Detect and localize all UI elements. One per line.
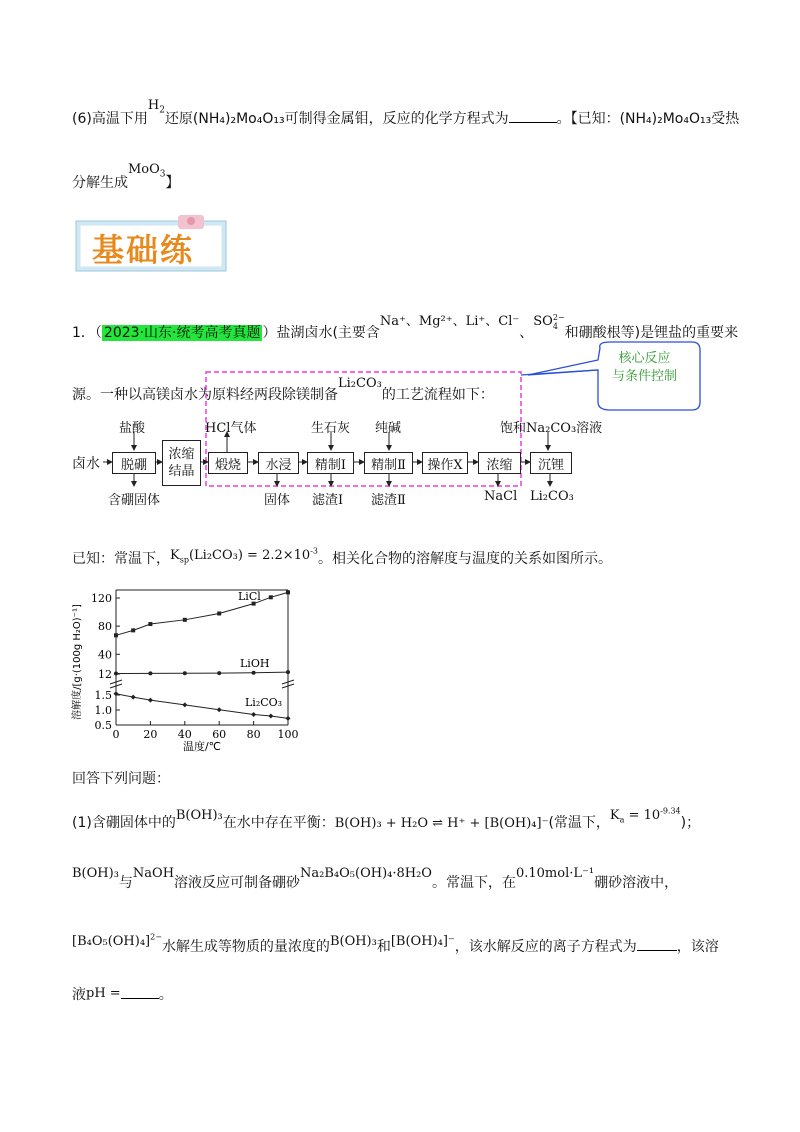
x-tick-label: 60 — [212, 728, 227, 741]
x-tick-label: 80 — [246, 728, 261, 741]
x-tick-label: 20 — [143, 728, 158, 741]
series-line — [116, 672, 288, 673]
output-nacl: NaCl — [484, 489, 518, 504]
y-tick-label: 0.5 — [94, 719, 112, 732]
ionic-equation-blank[interactable] — [637, 950, 677, 951]
input-soda: 纯碱 — [375, 421, 402, 436]
x-tick-label: 100 — [277, 728, 299, 741]
data-point — [269, 595, 273, 599]
borax-formula: Na₂B₄O₅(OH)₄·8H₂O — [300, 866, 432, 881]
data-point — [131, 695, 136, 700]
step-water-leach: 水浸 — [258, 452, 299, 474]
step-evaporate: 浓缩 — [478, 452, 521, 474]
output-li2co3: Li₂CO₃ — [530, 489, 574, 504]
output-residue-1: 滤渣Ⅰ — [312, 493, 344, 508]
x-tick-label: 40 — [177, 728, 192, 741]
data-point — [286, 590, 290, 594]
flow-input: 卤水 — [72, 456, 100, 472]
y-tick-label: 1.0 — [94, 704, 112, 717]
data-point — [114, 691, 119, 696]
y-tick-label: 12 — [98, 668, 112, 681]
banner-title: 基础练 — [92, 231, 195, 269]
step-precipitate: 沉锂 — [530, 452, 572, 474]
boric-acid: B(OH)₃ — [175, 808, 223, 823]
ph-answer-blank[interactable] — [121, 998, 159, 999]
q1-line2: 源。一种以高镁卤水为原料经两段除镁制备Li₂CO₃的工艺流程如下： — [72, 376, 494, 403]
part1-line3: $[B_4O_5(OH)_4]^{2-}$水解生成等物质的量浓度的B(OH)₃和[B(OH)₄]⁻，该水解反应的离子方程式为 ，该溶 — [72, 932, 719, 955]
source-tag[interactable]: 2023·山东·统考高考真题 — [103, 325, 261, 341]
x-axis-label: 温度/℃ — [182, 740, 222, 752]
input-hcl: 盐酸 — [119, 421, 146, 436]
output-solid: 固体 — [264, 493, 291, 508]
equilibrium-equation: B(OH)₃ + H₂O ⇌ H⁺ + [B(OH)₄]⁻ — [334, 816, 549, 831]
moo3-formula: MoO$_3$ — [128, 162, 166, 180]
q6-text: 还原(NH₄)₂Mo₄O₁₃可制得金属钼，反应的化学方程式为 — [164, 111, 509, 127]
section-banner — [72, 215, 230, 273]
step-operation-x: 操作X — [422, 452, 468, 474]
part1-line1: (1)含硼固体中的B(OH)₃在水中存在平衡：B(OH)₃ + H₂O ⇌ H⁺ + [B(OH)₄]⁻(常温下，$K_a = 10^{-9.34}$)； — [72, 806, 701, 831]
input-quicklime: 生石灰 — [311, 421, 351, 436]
series-label: Li₂CO₃ — [245, 696, 283, 709]
borate-ion: $[B_4O_5(OH)_4]^{2-}$ — [72, 932, 162, 949]
q6-line2: 分解生成MoO$_3$】 — [72, 162, 180, 191]
data-point — [182, 702, 187, 707]
data-point — [217, 611, 221, 615]
li2co3-formula: Li₂CO₃ — [338, 376, 382, 391]
data-point — [286, 716, 291, 721]
data-point — [217, 707, 222, 712]
data-point — [286, 670, 290, 674]
data-point — [252, 671, 256, 675]
output-residue-2: 滤渣Ⅱ — [371, 493, 406, 508]
series-label: LiCl — [238, 590, 261, 603]
y-tick-label: 120 — [91, 592, 112, 605]
tetrahydroxyborate-ion: [B(OH)₄]⁻ — [390, 934, 455, 949]
callout-line2: 与条件控制 — [612, 369, 678, 384]
series-line — [116, 592, 288, 635]
data-point — [183, 671, 187, 675]
data-point — [148, 698, 153, 703]
output-boron-solid: 含硼固体 — [108, 493, 161, 508]
ksp-expression: $K_{sp}(Li_2CO_3) = 2.2\times 10^{-3}$ — [170, 546, 318, 565]
sulfate-ion: SO 2− 4 — [533, 312, 565, 331]
data-point — [114, 633, 118, 637]
data-point — [148, 622, 152, 626]
data-point — [217, 671, 221, 675]
q6-answer-blank[interactable] — [509, 122, 557, 123]
concentration: 0.10mol·L⁻¹ — [515, 866, 595, 881]
step-calcine: 煅烧 — [208, 452, 248, 474]
step-concentrate: 浓缩 结晶 — [162, 440, 201, 486]
step-refine-1: 精制Ⅰ — [307, 452, 354, 474]
y-axis-label: 溶解度/[g·(100g H₂O)⁻¹] — [72, 604, 83, 720]
q6-suffix: 。【已知：(NH₄)₂Mo₄O₁₃受热 — [556, 111, 740, 127]
data-point — [114, 672, 118, 676]
data-point — [268, 714, 273, 719]
q6-line1 — [72, 98, 740, 130]
part1-line2: B(OH)₃与NaOH溶液反应可制备硼砂Na₂B₄O₅(OH)₄·8H₂O。常温下，在0.10mol·L⁻¹硼砂溶液中， — [72, 866, 679, 891]
ka-expression: $K_a = 10^{-9.34}$ — [609, 806, 681, 825]
data-point — [251, 712, 256, 717]
known-line: 已知：常温下，$K_{sp}(Li_2CO_3) = 2.2\times 10^{-3}$。相关化合物的溶解度与温度的关系如图所示。 — [72, 546, 612, 567]
ph-label: pH = — [86, 986, 121, 1001]
ion-list: Na⁺、Mg²⁺、Li⁺、Cl⁻ — [379, 314, 520, 329]
data-point — [131, 628, 135, 632]
step-deboron: 脱硼 — [112, 452, 156, 474]
x-tick-label: 0 — [112, 728, 120, 741]
y-tick-label: 40 — [98, 648, 112, 662]
q1-line1: 1．（ 2023·山东·统考高考真题 ）盐湖卤水(主要含Na⁺、Mg²⁺、Li⁺、Cl⁻、SO 2− 4 和硼酸根等)是锂盐的重要来 — [72, 312, 739, 341]
series-label: LiOH — [240, 657, 270, 670]
callout-text — [612, 350, 677, 386]
callout-line1: 核心反应 — [618, 351, 671, 366]
q6-prefix: (6)高温下用 — [72, 111, 148, 127]
input-na2co3: 饱和Na₂CO₃溶液 — [500, 421, 603, 436]
question-number: 1． — [72, 325, 95, 341]
data-point — [148, 671, 152, 675]
step-refine-2: 精制Ⅱ — [364, 452, 413, 474]
part1-line4: 液pH = 。 — [72, 986, 173, 1003]
y-tick-label: 1.5 — [94, 689, 112, 702]
answer-intro: 回答下列问题： — [72, 771, 170, 787]
data-point — [183, 618, 187, 622]
naoh-formula: NaOH — [132, 866, 175, 881]
solubility-chart — [70, 582, 310, 752]
output-hcl-gas: HCl气体 — [205, 421, 257, 436]
h2-formula: $H_2$ — [147, 98, 165, 116]
y-tick-label: 80 — [98, 620, 112, 634]
